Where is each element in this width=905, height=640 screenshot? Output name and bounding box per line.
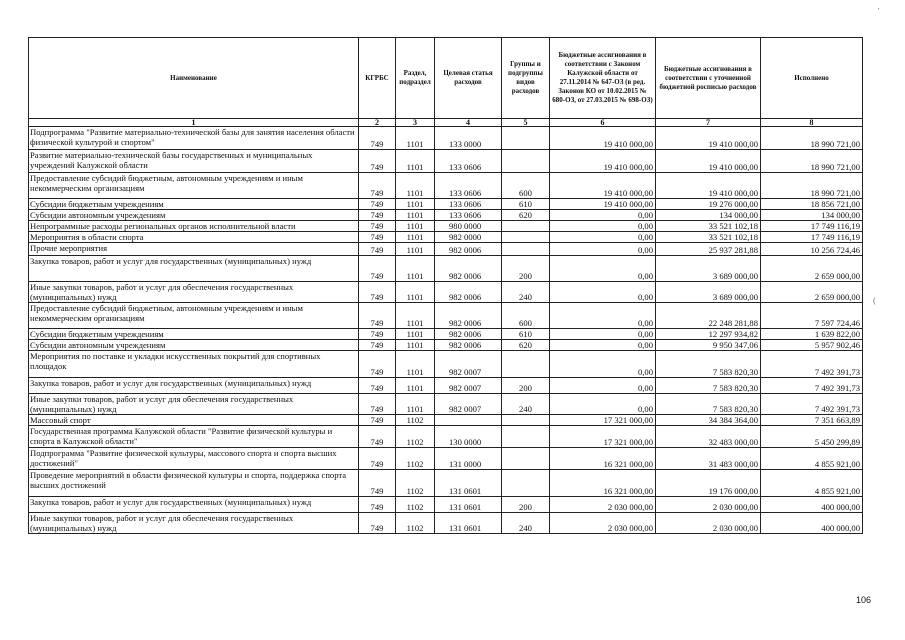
- row-kgrbs: 749: [359, 329, 396, 340]
- row-name: Мероприятия в области спорта: [29, 232, 359, 243]
- header-row: [29, 38, 863, 119]
- row-target: 133 0606: [435, 150, 502, 173]
- row-executed: 7 492 391,73: [761, 351, 863, 378]
- row-law: 19 410 000,00: [550, 150, 656, 173]
- row-refined: 25 937 281,88: [656, 243, 761, 256]
- table-row: [29, 448, 863, 470]
- column-number: 8: [761, 119, 863, 127]
- table-row: [29, 173, 863, 199]
- table-row: [29, 210, 863, 221]
- row-section: 1101: [396, 329, 435, 340]
- row-executed: 7 492 391,73: [761, 394, 863, 415]
- row-kgrbs: 749: [359, 340, 396, 351]
- row-section: 1101: [396, 394, 435, 415]
- row-executed: 17 749 116,19: [761, 221, 863, 232]
- row-name: Прочие мероприятия: [29, 243, 359, 256]
- table-row: [29, 282, 863, 303]
- table-row: [29, 303, 863, 329]
- column-number: 1: [29, 119, 359, 127]
- row-kgrbs: 749: [359, 282, 396, 303]
- row-target: 982 0006: [435, 243, 502, 256]
- row-refined: 2 030 000,00: [656, 513, 761, 534]
- row-law: 0,00: [550, 340, 656, 351]
- row-kgrbs: 749: [359, 351, 396, 378]
- row-group: [502, 415, 550, 426]
- header-groups: Группы и подгруппы видов расходов: [502, 38, 550, 119]
- table-row: [29, 232, 863, 243]
- row-law: 17 321 000,00: [550, 415, 656, 426]
- table-row: [29, 329, 863, 340]
- row-name: Непрограммные расходы региональных органов исполнительной власти: [29, 221, 359, 232]
- row-name: Проведение мероприятий в области физической культуры и спорта, поддержка спорта высших достижений: [29, 470, 359, 497]
- row-law: 0,00: [550, 351, 656, 378]
- column-number: 6: [550, 119, 656, 127]
- row-target: 982 0006: [435, 256, 502, 282]
- row-executed: 5 957 902,46: [761, 340, 863, 351]
- column-number-row: [29, 119, 863, 127]
- row-law: 0,00: [550, 232, 656, 243]
- row-law: 16 321 000,00: [550, 470, 656, 497]
- row-group: 620: [502, 340, 550, 351]
- row-law: 0,00: [550, 243, 656, 256]
- row-refined: 7 583 820,30: [656, 394, 761, 415]
- row-executed: 2 659 000,00: [761, 282, 863, 303]
- row-kgrbs: 749: [359, 513, 396, 534]
- row-target: 130 0000: [435, 426, 502, 448]
- row-refined: 7 583 820,30: [656, 378, 761, 394]
- row-name: Предоставление субсидий бюджетным, автономным учреждениям и иным некоммерческим организациям: [29, 303, 359, 329]
- row-executed: 18 990 721,00: [761, 150, 863, 173]
- column-number: 3: [396, 119, 435, 127]
- row-target: 982 0000: [435, 232, 502, 243]
- row-section: 1101: [396, 199, 435, 210]
- row-law: 2 030 000,00: [550, 513, 656, 534]
- table-row: [29, 426, 863, 448]
- row-section: 1101: [396, 127, 435, 150]
- row-section: 1101: [396, 378, 435, 394]
- row-target: 131 0601: [435, 497, 502, 513]
- row-kgrbs: 749: [359, 173, 396, 199]
- row-kgrbs: 749: [359, 127, 396, 150]
- row-executed: 17 749 116,19: [761, 232, 863, 243]
- row-law: 16 321 000,00: [550, 448, 656, 470]
- row-name: Субсидии автономным учреждениям: [29, 210, 359, 221]
- row-refined: 31 483 000,00: [656, 448, 761, 470]
- row-kgrbs: 749: [359, 426, 396, 448]
- row-group: 240: [502, 513, 550, 534]
- scan-speck: (: [873, 298, 876, 305]
- row-name: Подпрограмма "Развитие физической культуры, массового спорта и спорта высших достижений": [29, 448, 359, 470]
- row-refined: 19 276 000,00: [656, 199, 761, 210]
- row-section: 1101: [396, 282, 435, 303]
- row-executed: 400 000,00: [761, 497, 863, 513]
- header-executed: Исполнено: [761, 38, 863, 119]
- row-refined: 19 410 000,00: [656, 173, 761, 199]
- row-law: 19 410 000,00: [550, 199, 656, 210]
- row-target: 982 0007: [435, 394, 502, 415]
- scan-speck: ': [878, 8, 880, 15]
- row-law: 0,00: [550, 282, 656, 303]
- row-section: 1102: [396, 426, 435, 448]
- row-group: 600: [502, 173, 550, 199]
- row-name: Иные закупки товаров, работ и услуг для обеспечения государственных (муниципальных) нужд: [29, 394, 359, 415]
- budget-table-sheet: [28, 37, 862, 534]
- row-name: Мероприятия по поставке и укладки искусственных покрытий для спортивных площадок: [29, 351, 359, 378]
- row-executed: 10 256 724,46: [761, 243, 863, 256]
- table-row: [29, 127, 863, 150]
- row-group: [502, 470, 550, 497]
- row-group: [502, 426, 550, 448]
- row-section: 1101: [396, 243, 435, 256]
- row-refined: 19 410 000,00: [656, 150, 761, 173]
- row-target: 133 0606: [435, 210, 502, 221]
- row-section: 1101: [396, 351, 435, 378]
- header-target: Целевая статья расходов: [435, 38, 502, 119]
- table-row: [29, 243, 863, 256]
- row-executed: 7 597 724,46: [761, 303, 863, 329]
- row-group: 240: [502, 394, 550, 415]
- row-target: 980 0000: [435, 221, 502, 232]
- row-refined: 33 521 102,18: [656, 232, 761, 243]
- row-group: [502, 221, 550, 232]
- row-section: 1101: [396, 256, 435, 282]
- table-row: [29, 340, 863, 351]
- row-law: 0,00: [550, 210, 656, 221]
- table-row: [29, 513, 863, 534]
- row-name: Подпрограмма "Развитие материально-технической базы для занятия населения области физической культурой и спортом": [29, 127, 359, 150]
- row-kgrbs: 749: [359, 221, 396, 232]
- header-law: Бюджетные ассигнования в соответствии с Законом Калужской области от 27.11.2014 № 647-ОЗ (в ред. Законов КО от 10.02.2015 № 680-ОЗ, от 27.03.2015 № 698-ОЗ): [550, 38, 656, 119]
- column-number: 7: [656, 119, 761, 127]
- header-kgrbs: КГРБС: [359, 38, 396, 119]
- row-executed: 7 351 663,89: [761, 415, 863, 426]
- row-kgrbs: 749: [359, 497, 396, 513]
- row-executed: 4 855 921,00: [761, 470, 863, 497]
- row-target: 131 0601: [435, 513, 502, 534]
- row-section: 1102: [396, 513, 435, 534]
- row-name: Иные закупки товаров, работ и услуг для обеспечения государственных (муниципальных) нужд: [29, 513, 359, 534]
- header-section: Раздел, подраздел: [396, 38, 435, 119]
- table-row: [29, 415, 863, 426]
- row-executed: 5 450 299,89: [761, 426, 863, 448]
- table-row: [29, 256, 863, 282]
- row-kgrbs: 749: [359, 210, 396, 221]
- row-executed: 4 855 921,00: [761, 448, 863, 470]
- row-group: [502, 351, 550, 378]
- row-section: 1102: [396, 497, 435, 513]
- row-kgrbs: 749: [359, 394, 396, 415]
- row-executed: 18 990 721,00: [761, 127, 863, 150]
- row-target: 133 0000: [435, 127, 502, 150]
- column-number: 5: [502, 119, 550, 127]
- table-row: [29, 351, 863, 378]
- row-target: 131 0000: [435, 448, 502, 470]
- row-refined: 9 950 347,06: [656, 340, 761, 351]
- row-kgrbs: 749: [359, 303, 396, 329]
- row-target: 982 0006: [435, 329, 502, 340]
- row-law: 0,00: [550, 303, 656, 329]
- page-number: 106: [856, 595, 872, 605]
- row-name: Субсидии бюджетным учреждениям: [29, 329, 359, 340]
- column-number: 2: [359, 119, 396, 127]
- row-refined: 32 483 000,00: [656, 426, 761, 448]
- row-target: 133 0606: [435, 173, 502, 199]
- row-law: 0,00: [550, 329, 656, 340]
- row-executed: 18 990 721,00: [761, 173, 863, 199]
- row-refined: 22 248 281,88: [656, 303, 761, 329]
- row-refined: 2 030 000,00: [656, 497, 761, 513]
- row-kgrbs: 749: [359, 470, 396, 497]
- row-refined: 12 297 934,82: [656, 329, 761, 340]
- row-kgrbs: 749: [359, 256, 396, 282]
- header-refined: Бюджетные ассигнования в соответствии с уточненной бюджетной росписью расходов: [656, 38, 761, 119]
- row-group: [502, 232, 550, 243]
- row-name: Массовый спорт: [29, 415, 359, 426]
- row-name: Субсидии бюджетным учреждениям: [29, 199, 359, 210]
- row-section: 1101: [396, 340, 435, 351]
- row-section: 1101: [396, 232, 435, 243]
- row-law: 0,00: [550, 394, 656, 415]
- row-section: 1101: [396, 173, 435, 199]
- row-group: [502, 127, 550, 150]
- table-row: [29, 378, 863, 394]
- row-kgrbs: 749: [359, 232, 396, 243]
- row-section: 1101: [396, 150, 435, 173]
- table-row: [29, 199, 863, 210]
- row-name: Субсидии автономным учреждениям: [29, 340, 359, 351]
- row-group: 200: [502, 378, 550, 394]
- row-refined: 7 583 820,30: [656, 351, 761, 378]
- row-target: 982 0006: [435, 282, 502, 303]
- row-section: 1101: [396, 221, 435, 232]
- row-group: [502, 448, 550, 470]
- row-name: Развитие материально-технической базы государственных и муниципальных учреждений Калужской области: [29, 150, 359, 173]
- row-target: 131 0601: [435, 470, 502, 497]
- row-refined: 134 000,00: [656, 210, 761, 221]
- row-section: 1102: [396, 470, 435, 497]
- budget-table: [28, 37, 863, 534]
- row-target: 982 0006: [435, 303, 502, 329]
- row-target: 133 0606: [435, 199, 502, 210]
- row-law: 0,00: [550, 256, 656, 282]
- row-law: 0,00: [550, 378, 656, 394]
- row-name: Закупка товаров, работ и услуг для государственных (муниципальных) нужд: [29, 378, 359, 394]
- table-row: [29, 470, 863, 497]
- row-group: 200: [502, 256, 550, 282]
- row-law: 2 030 000,00: [550, 497, 656, 513]
- row-group: [502, 150, 550, 173]
- row-name: Закупка товаров, работ и услуг для государственных (муниципальных) нужд: [29, 497, 359, 513]
- row-refined: 3 689 000,00: [656, 282, 761, 303]
- row-executed: 400 000,00: [761, 513, 863, 534]
- row-kgrbs: 749: [359, 378, 396, 394]
- table-row: [29, 497, 863, 513]
- row-section: 1102: [396, 448, 435, 470]
- row-refined: 33 521 102,18: [656, 221, 761, 232]
- row-section: 1101: [396, 303, 435, 329]
- row-refined: 19 176 000,00: [656, 470, 761, 497]
- row-kgrbs: 749: [359, 199, 396, 210]
- row-refined: 34 384 364,00: [656, 415, 761, 426]
- row-kgrbs: 749: [359, 448, 396, 470]
- row-target: 982 0006: [435, 340, 502, 351]
- row-law: 0,00: [550, 221, 656, 232]
- row-name: Иные закупки товаров, работ и услуг для обеспечения государственных (муниципальных) нужд: [29, 282, 359, 303]
- row-group: 610: [502, 329, 550, 340]
- row-group: [502, 243, 550, 256]
- row-kgrbs: 749: [359, 243, 396, 256]
- row-law: 19 410 000,00: [550, 173, 656, 199]
- row-law: 19 410 000,00: [550, 127, 656, 150]
- row-kgrbs: 749: [359, 415, 396, 426]
- row-refined: 3 689 000,00: [656, 256, 761, 282]
- table-row: [29, 150, 863, 173]
- row-executed: 18 856 721,00: [761, 199, 863, 210]
- row-group: 600: [502, 303, 550, 329]
- row-section: 1102: [396, 415, 435, 426]
- row-target: 982 0007: [435, 378, 502, 394]
- row-group: 610: [502, 199, 550, 210]
- header-name: Наименование: [29, 38, 359, 119]
- row-name: Предоставление субсидий бюджетным, автономным учреждениям и иным некоммерческим организациям: [29, 173, 359, 199]
- row-group: 620: [502, 210, 550, 221]
- row-executed: 7 492 391,73: [761, 378, 863, 394]
- table-row: [29, 221, 863, 232]
- row-group: 200: [502, 497, 550, 513]
- row-section: 1101: [396, 210, 435, 221]
- table-row: [29, 394, 863, 415]
- row-target: 982 0007: [435, 351, 502, 378]
- table-body: [29, 127, 863, 534]
- row-name: Государственная программа Калужской области "Развитие физической культуры и спорта в Калужской области": [29, 426, 359, 448]
- row-group: 240: [502, 282, 550, 303]
- row-executed: 2 659 000,00: [761, 256, 863, 282]
- row-name: Закупка товаров, работ и услуг для государственных (муниципальных) нужд: [29, 256, 359, 282]
- row-executed: 134 000,00: [761, 210, 863, 221]
- row-refined: 19 410 000,00: [656, 127, 761, 150]
- row-target: [435, 415, 502, 426]
- column-number: 4: [435, 119, 502, 127]
- row-executed: 1 639 822,00: [761, 329, 863, 340]
- row-law: 17 321 000,00: [550, 426, 656, 448]
- row-kgrbs: 749: [359, 150, 396, 173]
